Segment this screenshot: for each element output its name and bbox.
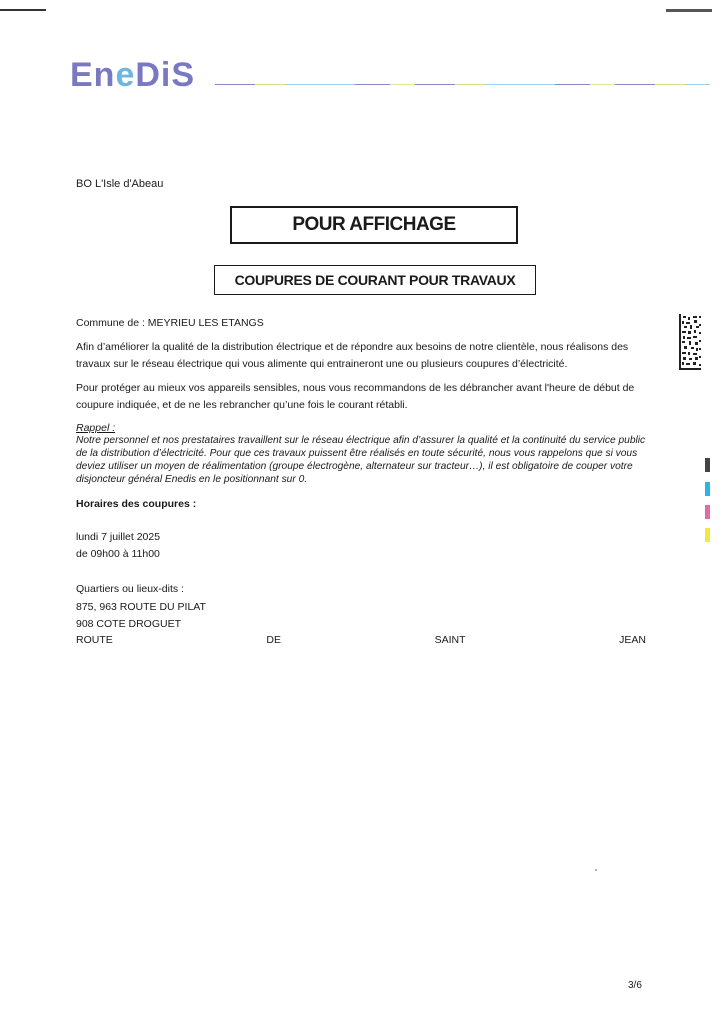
location-word: SAINT bbox=[434, 634, 466, 646]
color-strip-cyan bbox=[705, 482, 710, 496]
scan-mark-top-left bbox=[0, 9, 46, 11]
office-name: BO L'Isle d'Abeau bbox=[76, 178, 164, 190]
subheadline-box bbox=[214, 265, 536, 295]
schedule-time: de 09h00 à 11h00 bbox=[76, 548, 160, 560]
location-word: JEAN bbox=[619, 634, 646, 646]
locations-title: Quartiers ou lieux-dits : bbox=[76, 583, 184, 595]
advice-paragraph: Pour protéger au mieux vos appareils sensibles, nous vous recommandons de les débrancher avant l'heure de début de coupure indiquée, et de ne les rebrancher qu’une fois le courant rétabli. bbox=[76, 382, 635, 411]
schedule-date: lundi 7 juillet 2025 bbox=[76, 531, 161, 543]
locations-block bbox=[76, 581, 206, 634]
page-number: 3/6 bbox=[628, 980, 642, 991]
location-word: ROUTE bbox=[76, 634, 113, 646]
color-strip-black bbox=[705, 458, 710, 472]
scan-mark-top-right bbox=[666, 9, 712, 12]
headline: POUR AFFICHAGE bbox=[292, 214, 456, 235]
color-strip-magenta bbox=[705, 505, 710, 519]
schedule-title: Horaires des coupures : bbox=[76, 498, 197, 510]
commune: Commune de : MEYRIEU LES ETANGS bbox=[76, 317, 264, 329]
location-item: 908 COTE DROGUET bbox=[76, 618, 182, 630]
scan-speck bbox=[595, 869, 597, 871]
logo-divider-line bbox=[215, 84, 710, 85]
enedis-logo: EneDiS bbox=[70, 56, 196, 94]
schedule-block bbox=[76, 529, 160, 563]
rappel-label: Rappel : bbox=[76, 422, 116, 434]
location-word: DE bbox=[266, 634, 281, 646]
location-justified-line bbox=[76, 634, 646, 646]
datamatrix-barcode bbox=[679, 314, 701, 370]
color-strip-yellow bbox=[705, 528, 710, 542]
location-item: 875, 963 ROUTE DU PILAT bbox=[76, 600, 206, 613]
intro-paragraph: Afin d’améliorer la qualité de la distribution électrique et de répondre aux besoins de notre clientèle, nous réalisons des travaux sur le réseau électrique qui vous alimente qui entraineront une ou plusieurs coupures d’électricité. bbox=[76, 341, 629, 370]
headline-box bbox=[230, 206, 518, 244]
rappel-text: Notre personnel et nos prestataires travaillent sur le réseau électrique afin d’assurer la qualité et la continuité du service public de la distribution d’électricité. Pour que ces travaux puissent être réalisés en toute sécurité, nous vous rappelons que si vous deviez utiliser un moyen de réalimentation (groupe électrogène, alternateur sur tracteur…), il est obligatoire de couper votre disjoncteur général Enedis en le positionnant sur 0. bbox=[76, 435, 646, 485]
subheadline: COUPURES DE COURANT POUR TRAVAUX bbox=[234, 272, 516, 288]
